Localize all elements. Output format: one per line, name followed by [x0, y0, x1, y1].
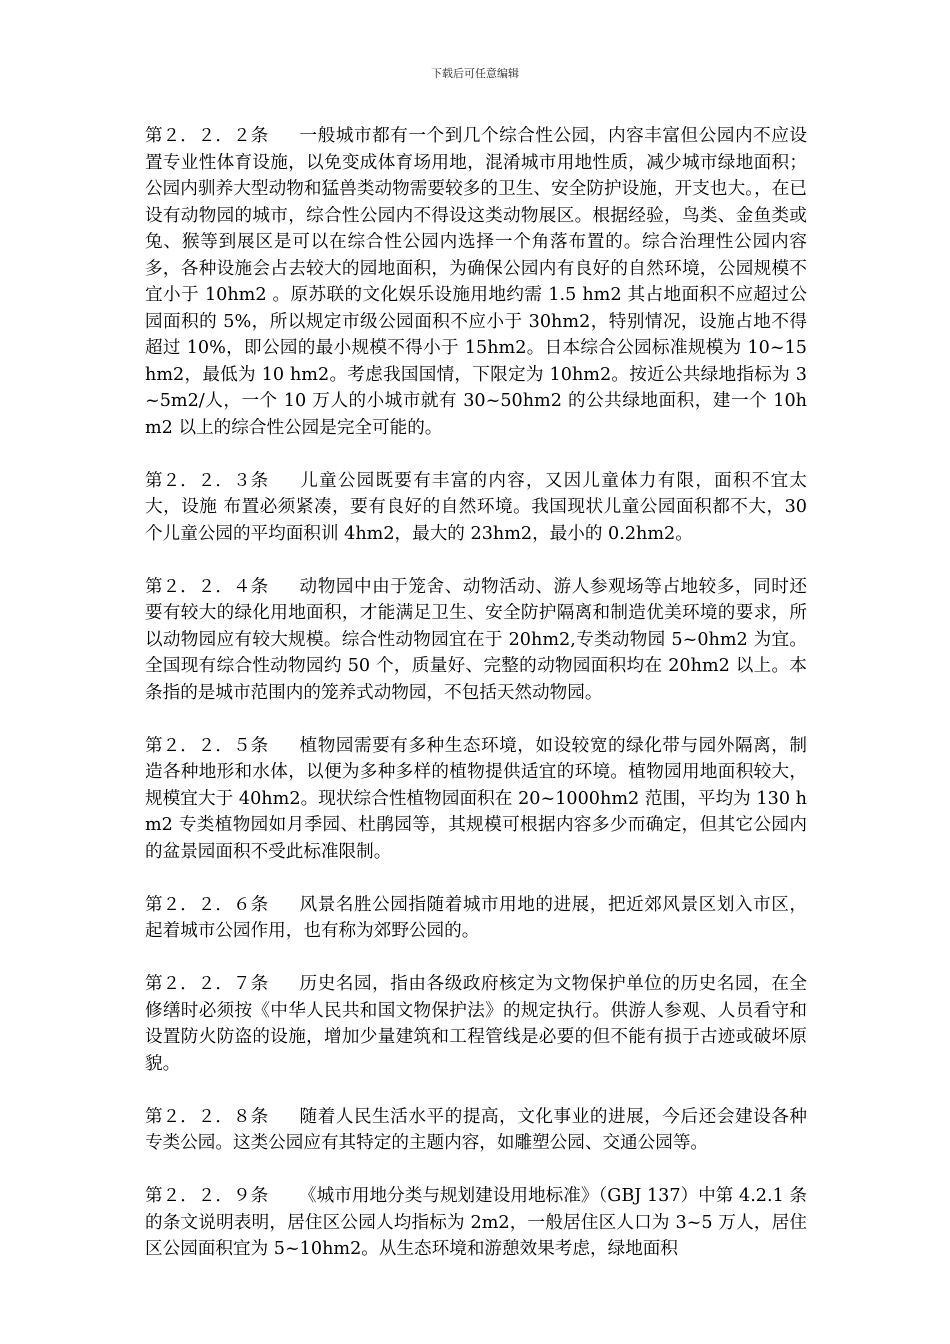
clause-text: 动物园中由于笼舍、动物活动、游人参观场等占地较多，同时还要有较大的绿化用地面积，才能满足卫生、安全防护隔离和制造优美环境的要求，所以动物园应有较大规模。综合性动物园宜在于 20hm2,专类动物园 5~0hm2 为宜。全国现有综合性动物园约 50 个，质量好、完整的动物园面积均在 20hm2 以上。本条指的是城市范围内的笼养式动物园，不包括天然动物园。 — [145, 576, 807, 703]
clause-text: 儿童公园既要有丰富的内容，又因儿童体力有限，面积不宜太大，设施 布置必须紧凑，要有良好的自然环境。我国现状儿童公园面积都不大，30 个儿童公园的平均面积训 4hm2，最大的 23hm2，最小的 0.2hm2。 — [145, 470, 807, 544]
clause-number: 第２．２．７条 — [145, 974, 269, 994]
page-header-text: 下载后可任意编辑 — [431, 67, 519, 80]
clause-number: 第２．２．４条 — [145, 576, 269, 597]
paragraph-2-2-2 — [145, 123, 807, 441]
clause-text: 风景名胜公园指随着城市用地的进展，把近郊风景区划入市区，起着城市公园作用，也有称为郊野公园的。 — [145, 894, 807, 941]
clause-text: 《城市用地分类与规划建设用地标准》（GBJ 137）中第 4.2.1 条的条文说明表明，居住区公园人均指标为 2m2，一般居住区人口为 3~5 万人，居住区公园面积宜为 5~10hm2。从生态环境和游憩效果考虑，绿地面积 — [145, 1186, 807, 1259]
paragraph-2-2-8 — [145, 1104, 807, 1157]
clause-text: 历史名园，指由各级政府核定为文物保护单位的历史名园，在全修缮时必须按《中华人民共和国文物保护法》的规定执行。供游人参观、人员看守和设置防火防盗的设施，增加少量建筑和工程管线是必要的但不能有损于古迹或破坏原貌。 — [145, 974, 807, 1074]
clause-number: 第２．２．９条 — [145, 1186, 269, 1206]
page-header — [0, 66, 950, 82]
paragraph-2-2-5 — [145, 733, 807, 866]
paragraph-2-2-9 — [145, 1183, 807, 1263]
clause-text: 植物园需要有多种生态环境，如设较宽的绿化带与园外隔离，制造各种地形和水体，以便为多种多样的植物提供适宜的环境。植物园用地面积较大，规模宜大于 40hm2。现状综合性植物园面积在 20~1000hm2 范围，平均为 130 hm2 专类植物园如月季园、杜鹃园等，其规模可根据内容多少而确定，但其它公园内的盆景园面积不受此标准限制。 — [145, 735, 807, 862]
clause-number: 第２．２．３条 — [145, 470, 269, 491]
paragraph-2-2-6 — [145, 892, 807, 945]
paragraph-2-2-3 — [145, 468, 807, 548]
clause-number: 第２．２．２条 — [145, 126, 269, 146]
clause-text: 一般城市都有一个到几个综合性公园，内容丰富但公园内不应设置专业性体育设施，以免变成体育场用地，混淆城市用地性质，减少城市绿地面积；公园内驯养大型动物和猛兽类动物需要较多的卫生、安全防护设施，开支也大。，在已设有动物园的城市，综合性公园内不得设这类动物展区。根据经验，鸟类、金鱼类或兔、猴等到展区是可以在综合性公园内选择一个角落布置的。综合治理性公园内容多，各种设施会占去较大的园地面积，为确保公园内有良好的自然环境，公园规模不宜小于 10hm2 。原苏联的文化娱乐设施用地约需 1.5 hm2 其占地面积不应超过公园面积的 5%，所以规定市级公园面积不应小于 30hm2，特别情况，设施占地不得超过 10%，即公园的最小规模不得小于 15hm2。日本综合公园标准规模为 10~15 hm2，最低为 10 hm2。考虑我国国情，下限定为 10hm2。按近公共绿地指标为 3~5m2/人，一个 10 万人的小城市就有 30~50hm2 的公共绿地面积，建一个 10hm2 以上的综合性公园是完全可能的。 — [145, 126, 807, 438]
document-body — [145, 123, 807, 1289]
clause-number: 第２．２．８条 — [145, 1106, 269, 1127]
clause-number: 第２．２．５条 — [145, 735, 269, 756]
paragraph-2-2-7 — [145, 971, 807, 1077]
clause-text: 随着人民生活水平的提高，文化事业的进展，今后还会建设各种专类公园。这类公园应有其特定的主题内容，如雕塑公园、交通公园等。 — [145, 1106, 807, 1153]
clause-number: 第２．２．６条 — [145, 894, 269, 915]
paragraph-2-2-4 — [145, 574, 807, 707]
